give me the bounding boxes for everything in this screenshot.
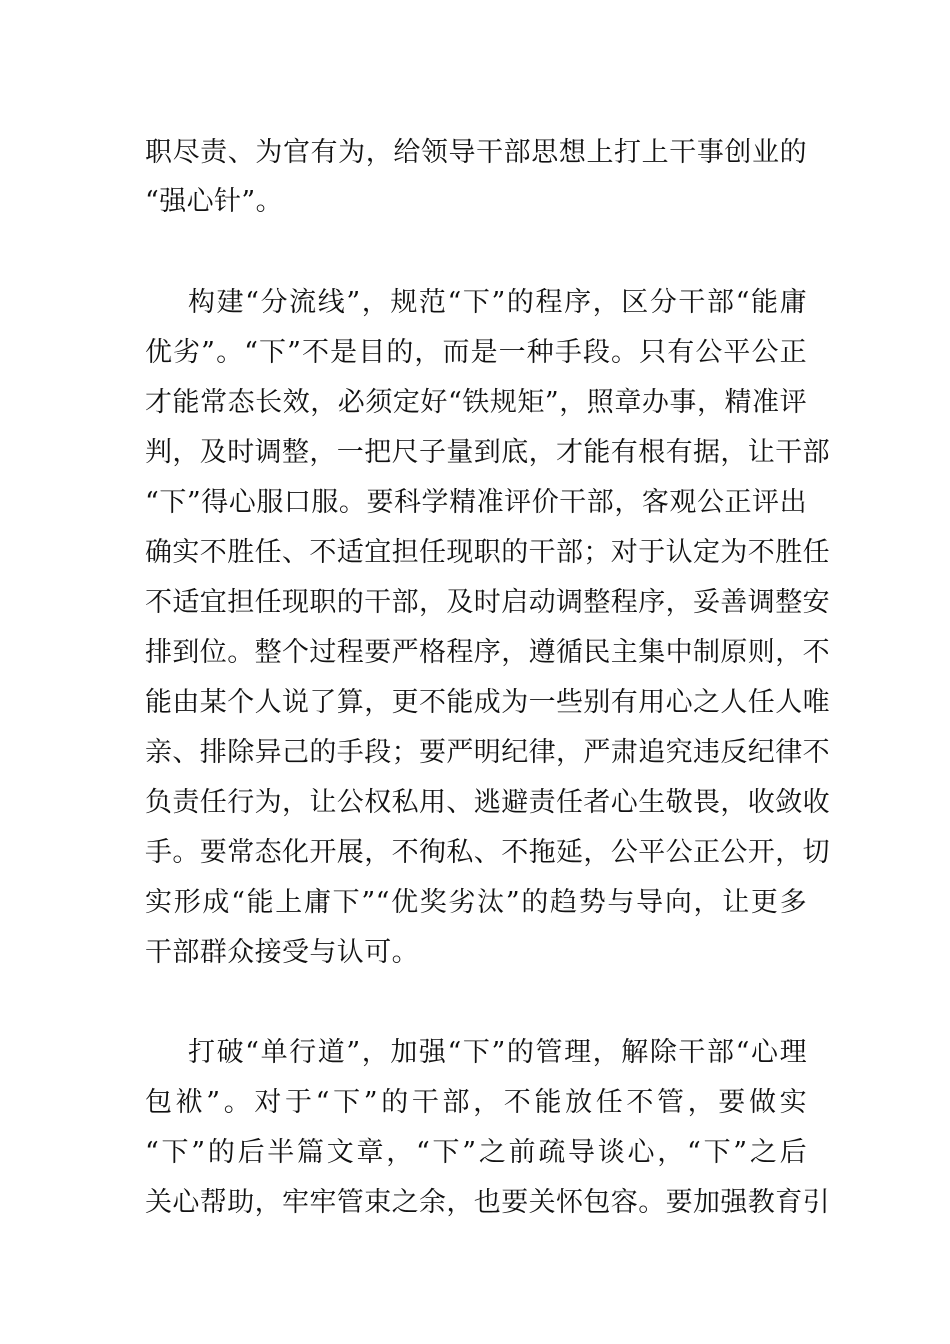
text-line: “下”得心服口服。要科学精准评价干部，客观公正评出	[145, 487, 807, 518]
text-line: 亲、排除异己的手段；要严明纪律，严肃追究违反纪律不	[145, 737, 830, 768]
text-line: 不适宜担任现职的干部，及时启动调整程序，妥善调整安	[145, 587, 830, 618]
text-line: 优劣”。“下”不是目的，而是一种手段。只有公平公正	[145, 337, 807, 368]
text-line: 干部群众接受与认可。	[145, 937, 419, 968]
text-line: 包袱”。对于“下”的干部，不能放任不管，要做实	[145, 1087, 807, 1118]
text-line: 实形成“能上庸下”“优奖劣汰”的趋势与导向，让更多	[145, 887, 807, 918]
text-line: 构建“分流线”，规范“下”的程序，区分干部“能庸	[188, 287, 807, 318]
text-line: 手。要常态化开展，不徇私、不拖延，公平公正公开，切	[145, 837, 830, 868]
text-line: “下”的后半篇文章，“下”之前疏导谈心，“下”之后	[145, 1137, 807, 1168]
text-line: 关心帮助，牢牢管束之余，也要关怀包容。要加强教育引	[145, 1187, 830, 1218]
text-line: 职尽责、为官有为，给领导干部思想上打上干事创业的	[145, 137, 807, 168]
text-line: 负责任行为，让公权私用、逃避责任者心生敬畏，收敛收	[145, 787, 830, 818]
text-line: 打破“单行道”，加强“下”的管理，解除干部“心理	[188, 1037, 807, 1068]
text-line: “强心针”。	[145, 186, 284, 217]
text-line: 判，及时调整，一把尺子量到底，才能有根有据，让干部	[145, 437, 830, 468]
text-line: 排到位。整个过程要严格程序，遵循民主集中制原则，不	[145, 637, 830, 668]
text-line: 才能常态长效，必须定好“铁规矩”，照章办事，精准评	[145, 387, 807, 418]
text-line: 确实不胜任、不适宜担任现职的干部；对于认定为不胜任	[145, 537, 830, 568]
text-line: 能由某个人说了算，更不能成为一些别有用心之人任人唯	[145, 687, 830, 718]
